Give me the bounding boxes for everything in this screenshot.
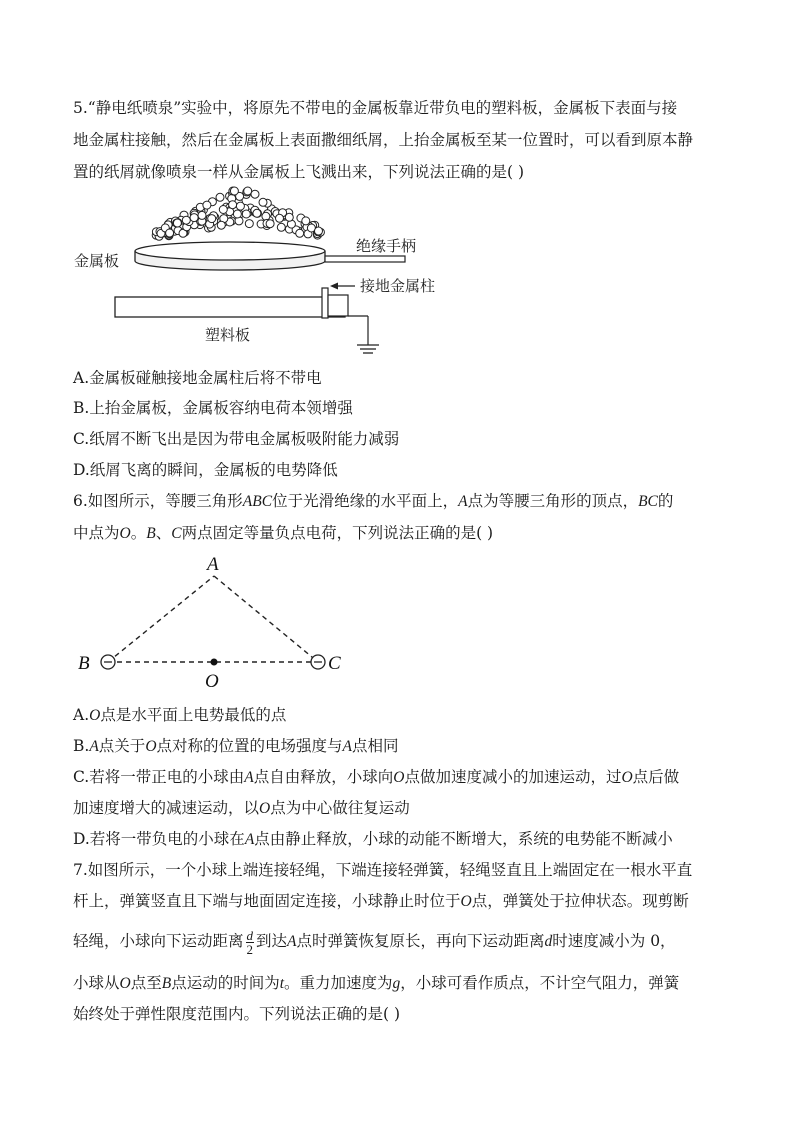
q6-option-d: D.若将一带负电的小球在A点由静止释放，小球的动能不断增大，系统的电势能不断减小 <box>73 830 673 848</box>
ground-post <box>322 288 379 353</box>
q6-option-a: A.O点是水平面上电势最低的点 <box>73 706 287 724</box>
paper-scrap <box>208 215 216 223</box>
handle-label: 绝缘手柄 <box>356 237 417 255</box>
q7-stem-line-2: 杆上，弹簧竖直且下端与地面固定连接，小球静止时位于O点，弹簧处于拉伸状态。现剪断 <box>73 892 689 910</box>
paper-scrap <box>276 214 284 222</box>
midpoint-o-dot <box>211 659 218 666</box>
arrow-icon <box>330 283 355 290</box>
q5-option-c: C.纸屑不断飞出是因为带电金属板吸附能力减弱 <box>73 430 400 448</box>
paper-scrap <box>229 201 237 209</box>
label-a: A <box>207 554 219 575</box>
paper-scrap <box>198 211 206 219</box>
q5-stem-line-3: 置的纸屑就像喷泉一样从金属板上飞溅出来，下列说法正确的是( ) <box>73 163 525 181</box>
paper-scrap <box>253 209 261 217</box>
paper-scrap <box>236 202 244 210</box>
paper-scrap <box>166 229 174 237</box>
q6-option-c-line-1: C.若将一带正电的小球由A点自由释放，小球向O点做加速度减小的加速运动，过O点后做 <box>73 768 680 786</box>
paper-scrap <box>173 219 181 227</box>
charge-b-icon <box>101 655 115 669</box>
q6-stem-line-1: 6.如图所示，等腰三角形ABC位于光滑绝缘的水平面上，A点为等腰三角形的顶点，BC的 <box>73 492 674 510</box>
q7-stem-line-3: 轻绳，小球向下运动距离 $\frac{d}{2}$ 到达A点时弹簧恢复原长，再向下运动距离d时速度减小为 0， <box>73 927 676 957</box>
fraction-d-over-2: $\frac{d}{2}$ <box>246 927 254 957</box>
q5-option-d: D.纸屑飞离的瞬间，金属板的电势降低 <box>73 461 338 479</box>
paper-scrap <box>233 210 241 218</box>
paper-scrap <box>315 227 323 235</box>
q5-stem-line-1: 5.“静电纸喷泉”实验中，将原先不带电的金属板靠近带负电的塑料板，金属板下表面与接 <box>73 99 678 117</box>
paper-scrap <box>277 223 285 231</box>
q7-stem-line-4: 小球从O点至B点运动的时间为t。重力加速度为g，小球可看作质点，不计空气阻力，弹簧 <box>73 974 680 992</box>
q6-option-b: B.A点关于O点对称的位置的电场强度与A点相同 <box>73 737 399 755</box>
paper-scrap <box>251 190 259 198</box>
paper-scrap <box>259 198 267 206</box>
q7-stem-line-1: 7.如图所示，一个小球上端连接轻绳，下端连接轻弹簧，轻绳竖直且上端固定在一根水平直 <box>73 861 693 879</box>
q5-option-b: B.上抬金属板，金属板容纳电荷本领增强 <box>73 399 353 417</box>
q5-option-a: A.金属板碰触接地金属柱后将不带电 <box>73 369 322 387</box>
insulating-handle <box>325 256 405 262</box>
paper-scrap <box>302 217 310 225</box>
paper-scrap <box>217 221 225 229</box>
label-c: C <box>328 653 341 674</box>
paper-scrap <box>203 201 211 209</box>
q5-figure-paper-fountain <box>60 185 460 360</box>
plastic-plate-label: 塑料板 <box>205 326 251 344</box>
ground-post-label: 接地金属柱 <box>360 277 436 295</box>
q6-stem-line-2: 中点为O。B、C两点固定等量负点电荷，下列说法正确的是( ) <box>73 524 494 542</box>
q7-stem-line-5: 始终处于弹性限度范围内。下列说法正确的是( ) <box>73 1005 401 1023</box>
paper-scrap <box>296 229 304 237</box>
paper-scrap <box>190 214 198 222</box>
paper-scraps <box>152 187 324 240</box>
paper-scrap <box>230 187 238 195</box>
q5-stem-line-2: 地金属柱接触，然后在金属板上表面撒细纸屑，上抬金属板至某一位置时，可以看到原本静 <box>73 131 694 149</box>
paper-scrap <box>245 220 253 228</box>
paper-scrap <box>242 210 250 218</box>
label-o: O <box>205 671 219 692</box>
paper-scrap <box>285 213 293 221</box>
q6-option-c-line-2: 加速度增大的减速运动，以O点为中心做往复运动 <box>73 799 410 817</box>
charge-c-icon <box>311 655 325 669</box>
paper-scrap <box>219 206 227 214</box>
paper-scrap <box>244 187 252 195</box>
paper-scrap <box>182 216 190 224</box>
metal-plate-label: 金属板 <box>74 252 120 270</box>
plastic-plate <box>115 297 345 317</box>
metal-plate <box>135 242 325 270</box>
paper-scrap <box>216 193 224 201</box>
q6-figure-triangle <box>70 550 370 695</box>
label-b: B <box>78 653 90 674</box>
paper-scrap <box>266 220 274 228</box>
